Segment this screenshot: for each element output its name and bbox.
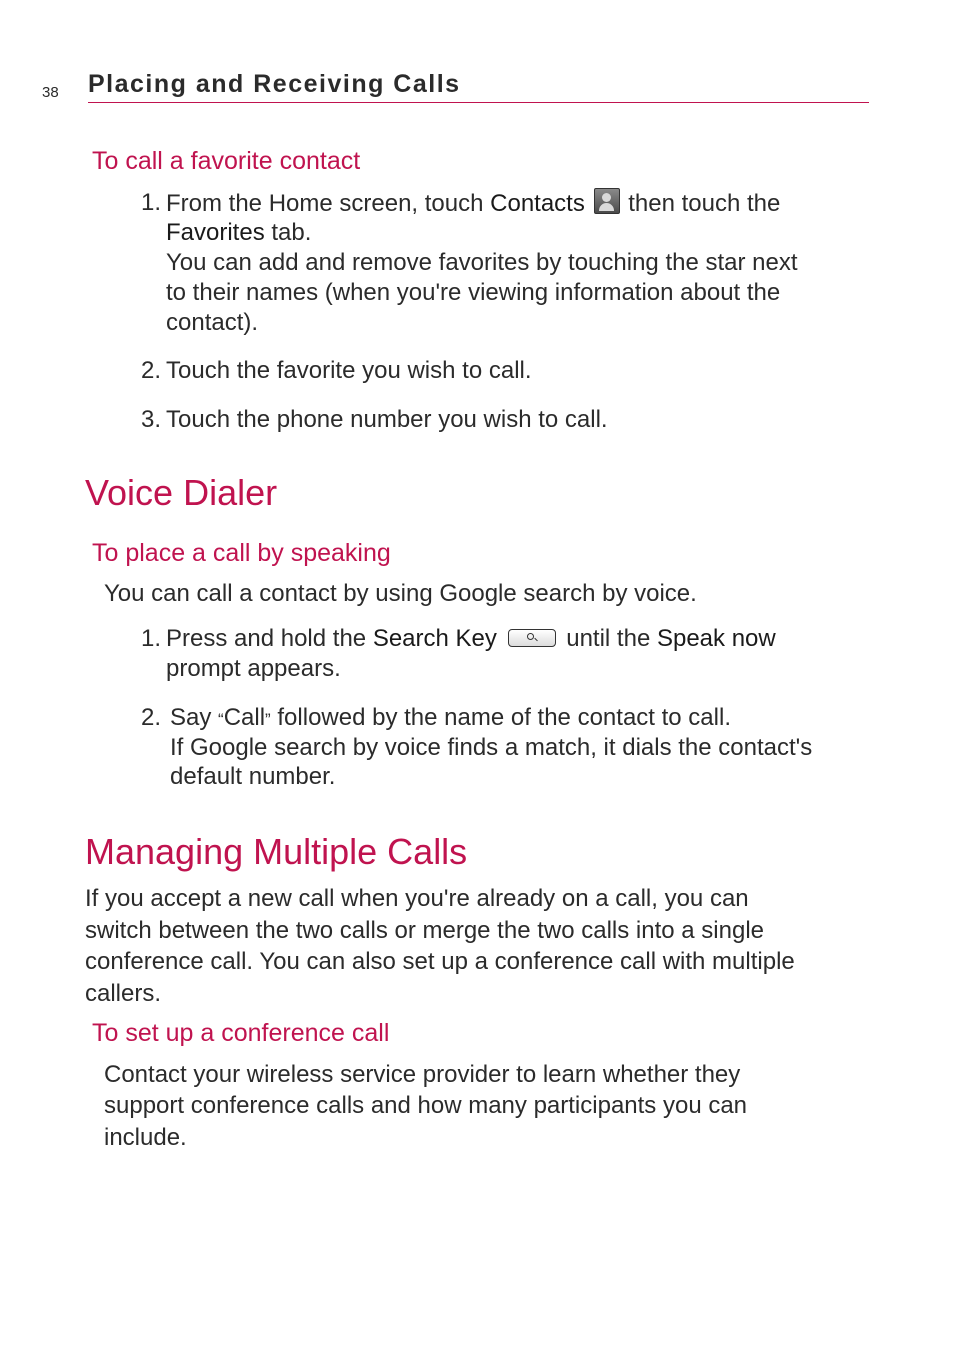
- contacts-term: Contacts: [490, 190, 585, 217]
- step-note: contact).: [166, 309, 259, 336]
- header-rule: [88, 102, 869, 103]
- subheading-favorite-contact: To call a favorite contact: [92, 147, 361, 175]
- step-text: default number.: [170, 763, 336, 790]
- paragraph-line: conference call. You can also set up a conference call with multiple: [85, 948, 795, 975]
- step-text: Touch the favorite you wish to call.: [166, 357, 532, 384]
- speak-now-term: Speak now: [656, 625, 776, 652]
- section-heading-multiple-calls: Managing Multiple Calls: [85, 831, 468, 872]
- step-note: to their names (when you're viewing information about the: [166, 279, 781, 306]
- step-text: From the Home screen, touch Contacts then touch the: [166, 190, 781, 217]
- subheading-conference-call: To set up a conference call: [92, 1019, 390, 1047]
- paragraph-line: Contact your wireless service provider to learn whether they: [104, 1061, 741, 1088]
- step-text: If Google search by voice finds a match, it dials the contact's: [170, 734, 813, 761]
- paragraph-line: callers.: [85, 980, 162, 1007]
- search-key-term: Search Key: [372, 625, 497, 652]
- step-number: 1.: [141, 189, 162, 216]
- step-text: Press and hold the Search Key until the Speak now: [166, 625, 776, 652]
- intro-text: You can call a contact by using Google search by voice.: [104, 580, 697, 607]
- paragraph-line: switch between the two calls or merge the two calls into a single: [85, 917, 764, 944]
- step-number: 2.: [141, 357, 162, 384]
- step-note: You can add and remove favorites by touching the star next: [166, 249, 798, 276]
- paragraph-line: include.: [104, 1124, 187, 1151]
- step-text: Touch the phone number you wish to call.: [166, 406, 608, 433]
- paragraph-line: If you accept a new call when you're already on a call, you can: [85, 885, 749, 912]
- contacts-icon: [594, 188, 620, 214]
- step-text: Say “Call” followed by the name of the contact to call.: [170, 704, 731, 731]
- step-number: 2.: [141, 704, 162, 731]
- step-text: Favorites tab.: [166, 219, 312, 246]
- page-number: 38: [42, 84, 59, 101]
- running-title: Placing and Receiving Calls: [88, 70, 461, 98]
- favorites-term: Favorites: [166, 219, 265, 246]
- section-heading-voice-dialer: Voice Dialer: [85, 472, 278, 513]
- paragraph-line: support conference calls and how many participants you can: [104, 1092, 748, 1119]
- subheading-place-call-speaking: To place a call by speaking: [92, 539, 391, 567]
- step-text: prompt appears.: [166, 655, 341, 682]
- search-key-icon: [508, 629, 556, 647]
- step-number: 1.: [141, 625, 162, 652]
- step-number: 3.: [141, 406, 162, 433]
